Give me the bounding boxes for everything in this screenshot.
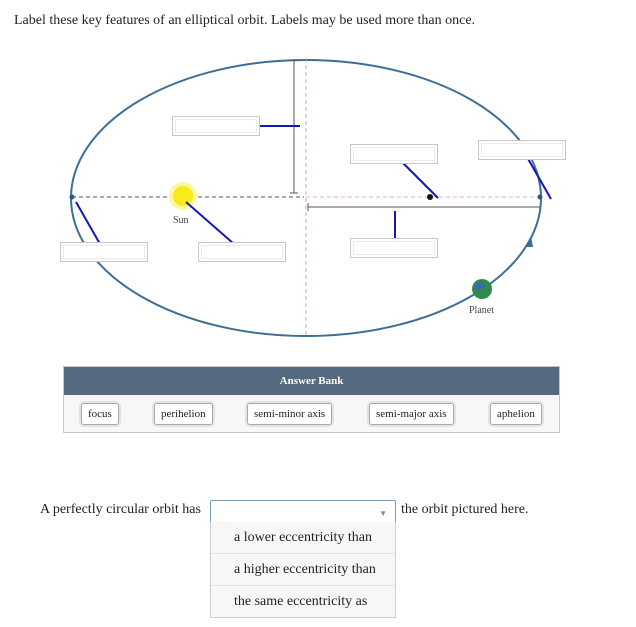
chevron-down-icon[interactable]: ▼ (379, 509, 387, 518)
label-chip-semi-major-axis[interactable]: semi-major axis (369, 403, 454, 425)
drop-target-semi-minor[interactable] (172, 116, 260, 136)
question-prefix: A perfectly circular orbit has (40, 502, 201, 517)
sun-icon (173, 186, 193, 206)
planet-label: Planet (469, 305, 494, 316)
drop-target-focus-right[interactable] (350, 144, 438, 164)
instruction-text: Label these key features of an elliptical orbit. Labels may be used more than once. (14, 13, 476, 28)
option-lower-eccentricity[interactable]: a lower eccentricity than (234, 530, 372, 545)
answer-bank (63, 366, 560, 433)
drop-target-perihelion[interactable] (60, 242, 148, 262)
eccentricity-select[interactable] (210, 500, 396, 524)
sun-label: Sun (173, 215, 189, 226)
aphelion-dot (538, 195, 543, 200)
label-chip-semi-minor-axis[interactable]: semi-minor axis (247, 403, 332, 425)
drop-target-aphelion[interactable] (478, 140, 566, 160)
label-chip-perihelion[interactable]: perihelion (154, 403, 213, 425)
eccentricity-options-list (210, 522, 396, 618)
option-same-eccentricity[interactable]: the same eccentricity as (211, 585, 395, 617)
label-chip-aphelion[interactable]: aphelion (490, 403, 542, 425)
empty-focus-dot (427, 194, 433, 200)
drop-target-sun-focus[interactable] (198, 242, 286, 262)
option-higher-eccentricity[interactable]: a higher eccentricity than (211, 553, 395, 585)
label-chip-focus[interactable]: focus (81, 403, 119, 425)
drop-target-semi-major[interactable] (350, 238, 438, 258)
question-suffix: the orbit pictured here. (401, 502, 529, 517)
answer-bank-title: Answer Bank (64, 367, 559, 395)
perihelion-dot (70, 195, 75, 200)
